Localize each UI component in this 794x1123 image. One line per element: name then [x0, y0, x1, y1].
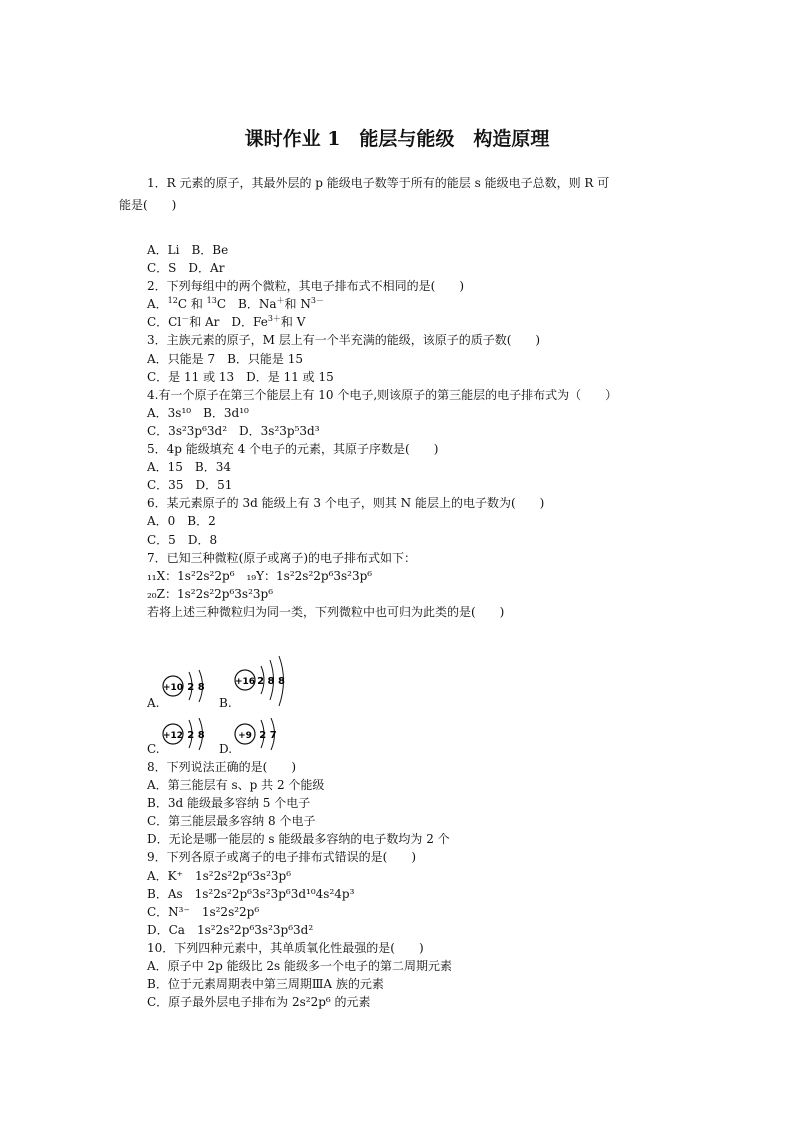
- q7-atom-diagrams: [147, 652, 347, 762]
- q2-c-text-2: 和 V: [280, 315, 306, 330]
- q9-stem: 9．下列各原子或离子的电子排布式错误的是( ): [147, 850, 416, 865]
- q7-question: 若将上述三种微粒归为同一类，下列微粒中也可归为此类的是( ): [147, 604, 505, 619]
- q4-option-cd: C．3s²3p⁶3d² D．3s²3p⁵3d³: [147, 423, 320, 438]
- q4-stem: 4.有一个原子在第三个能层上有 10 个电子,则该原子的第三能层的电子排布式为（ ）: [147, 387, 618, 402]
- nucleus-b: +16: [234, 677, 256, 687]
- atom-label-b: B.: [219, 696, 232, 710]
- q7-config-z: ₂₀Z：1s²2s²2p⁶3s²3p⁶: [147, 586, 274, 601]
- q2-option-ab: [147, 295, 707, 313]
- question-1-stem: [119, 172, 679, 216]
- shells-d: 2 7: [259, 730, 277, 741]
- q2-a-text-2: C B．Na: [216, 297, 277, 312]
- q6-option-cd: C．5 D．8: [147, 532, 218, 547]
- q2-c-text-1: 和 Ar D．Fe: [189, 315, 268, 330]
- atom-label-c: C.: [147, 742, 160, 756]
- q8-option-c: C．第三能层最多容纳 8 个电子: [147, 814, 316, 829]
- q2-c-charge-cl: －: [181, 314, 190, 324]
- nucleus-a: +10: [162, 683, 184, 693]
- atom-diagram-b: [233, 654, 293, 714]
- questions-1-to-7: [147, 241, 707, 621]
- q2-option-cd: [147, 313, 707, 331]
- nucleus-c: +12: [162, 731, 184, 741]
- q8-option-a: A．第三能层有 s、p 共 2 个能级: [147, 778, 325, 793]
- q3-option-ab: A．只能是 7 B．只能是 15: [147, 351, 304, 366]
- q6-option-ab: A．0 B．2: [147, 514, 216, 529]
- atom-label-d: D.: [219, 742, 233, 756]
- atom-diagram-d: [233, 718, 293, 758]
- q4-option-ab: A．3s¹⁰ B．3d¹⁰: [147, 405, 249, 420]
- q8-option-b: B．3d 能级最多容纳 5 个电子: [147, 796, 311, 811]
- q2-a-mass-13: 13: [206, 296, 217, 306]
- q10-option-c: C．原子最外层电子排布为 2s²2p⁶ 的元素: [147, 995, 371, 1010]
- q8-option-d: D．无论是哪一能层的 s 能级最多容纳的电子数均为 2 个: [147, 832, 450, 847]
- atom-diagram-c: [161, 718, 221, 758]
- q2-c-charge-fe: 3＋: [267, 314, 281, 324]
- q8-stem: 8．下列说法正确的是( ): [147, 760, 296, 774]
- q7-stem: 7．已知三种微粒(原子或离子)的电子排布式如下：: [147, 550, 416, 565]
- q9-option-a: A．K⁺ 1s²2s²2p⁶3s²3p⁶: [147, 868, 292, 883]
- q2-c-label: C．Cl: [147, 315, 182, 330]
- q2-a-charge-na: ＋: [276, 296, 285, 306]
- q2-a-charge-n: 3－: [310, 296, 324, 306]
- q1-option-ab: A．Li B．Be: [147, 243, 229, 257]
- atom-diagram-a: [161, 668, 221, 708]
- q5-option-cd: C．35 D．51: [147, 478, 233, 493]
- q5-stem: 5．4p 能级填充 4 个电子的元素，其原子序数是( ): [147, 442, 439, 457]
- q9-option-d: D．Ca 1s²2s²2p⁶3s²3p⁶3d²: [147, 922, 314, 937]
- q2-a-text-1: C 和: [177, 297, 207, 312]
- page-title: 课时作业 1 能层与能级 构造原理: [244, 128, 550, 150]
- q9-option-b: B．As 1s²2s²2p⁶3s²3p⁶3d¹⁰4s²4p³: [147, 886, 355, 901]
- q9-option-c: C．N³⁻ 1s²2s²2p⁶: [147, 904, 260, 919]
- q1-option-cd: C．S D．Ar: [147, 261, 225, 276]
- q5-option-ab: A．15 B．34: [147, 460, 232, 475]
- question-1-line-2: 能是( ): [119, 198, 177, 212]
- nucleus-d: +9: [238, 731, 252, 741]
- q7-config-x-y: ₁₁X：1s²2s²2p⁶ ₁₉Y：1s²2s²2p⁶3s²3p⁶: [147, 568, 373, 583]
- atom-label-a: A.: [147, 696, 160, 710]
- q10-option-a: A．原子中 2p 能级比 2s 能级多一个电子的第二周期元素: [147, 959, 453, 974]
- q10-stem: 10．下列四种元素中，其单质氧化性最强的是( ): [147, 940, 424, 955]
- shells-c: 2 8: [187, 730, 205, 741]
- question-1-line-1: 1．R 元素的原子，其最外层的 p 能级电子数等于所有的能层 s 能级电子总数，则 R 可: [147, 176, 610, 190]
- q10-option-b: B．位于元素周期表中第三周期ⅢA 族的元素: [147, 977, 384, 992]
- q3-stem: 3．主族元素的原子，M 层上有一个半充满的能级，该原子的质子数( ): [147, 333, 541, 348]
- q2-a-mass-12: 12: [167, 296, 178, 306]
- questions-8-to-10: [147, 758, 707, 1011]
- q6-stem: 6．某元素原子的 3d 能级上有 3 个电子，则其 N 能层上的电子数为( ): [147, 496, 545, 511]
- q2-a-text-3: 和 N: [284, 297, 311, 312]
- q2-a-label: A．: [147, 297, 168, 312]
- q2-stem: 2．下列每组中的两个微粒，其电子排布式不相同的是( ): [147, 279, 465, 294]
- q3-option-cd: C．是 11 或 13 D．是 11 或 15: [147, 369, 334, 384]
- shells-b: 2 8 8: [257, 676, 285, 687]
- shells-a: 2 8: [187, 682, 205, 693]
